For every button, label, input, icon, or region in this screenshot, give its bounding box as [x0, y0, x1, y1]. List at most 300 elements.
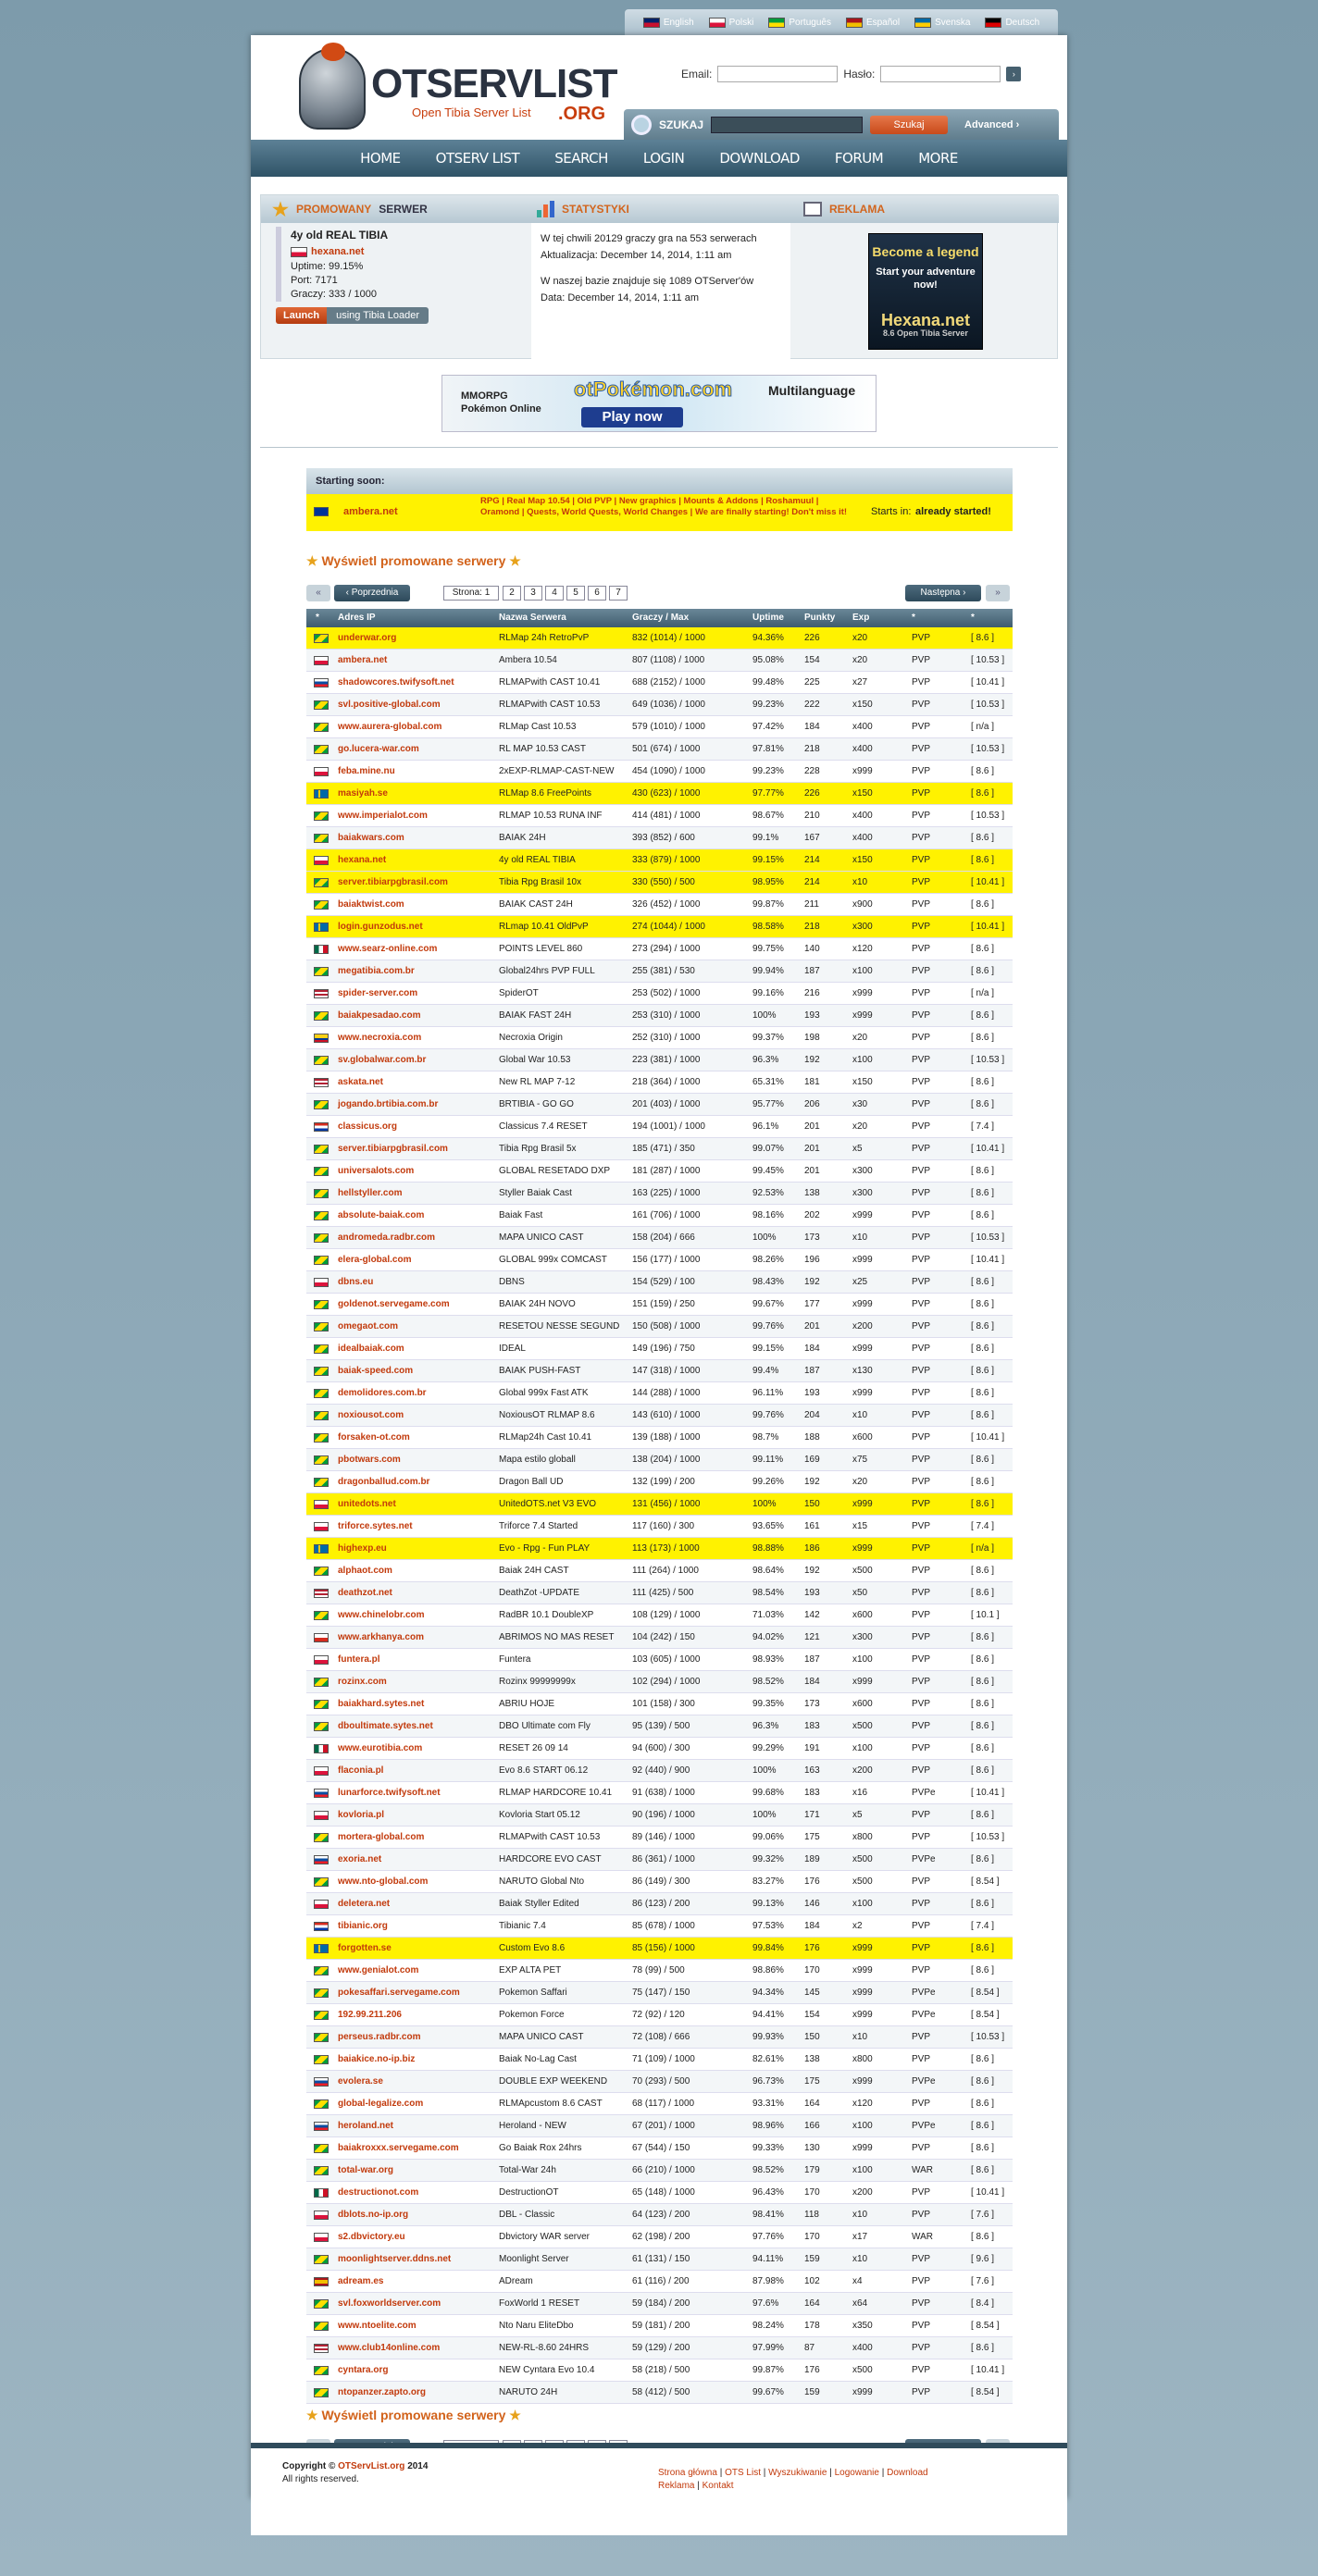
server-ip[interactable]: deathzot.net [338, 1588, 392, 1598]
server-ip[interactable]: pokesaffari.servegame.com [338, 1988, 460, 1998]
table-row[interactable] [306, 805, 1013, 827]
table-row[interactable] [306, 1338, 1013, 1360]
magnifier-icon [631, 115, 652, 135]
server-players: 113 (173) / 1000 [632, 1543, 700, 1554]
table-row[interactable] [306, 1382, 1013, 1405]
server-ip[interactable]: unitedots.net [338, 1499, 396, 1509]
table-row[interactable] [306, 983, 1013, 1005]
server-ip[interactable]: www.aurera-global.com [338, 722, 442, 732]
server-name: Total-War 24h [499, 2165, 556, 2175]
server-uptime: 99.94% [752, 966, 784, 976]
server-uptime: 96.43% [752, 2187, 784, 2198]
page-link-6[interactable]: 6 [588, 586, 606, 601]
server-ip[interactable]: flaconia.pl [338, 1765, 384, 1776]
table-row[interactable] [306, 2093, 1013, 2115]
server-ip[interactable]: idealbaiak.com [338, 1344, 404, 1354]
table-row[interactable] [306, 1316, 1013, 1338]
table-row[interactable] [306, 2248, 1013, 2271]
table-row[interactable] [306, 1915, 1013, 1938]
server-ip[interactable]: baiakwars.com [338, 833, 404, 843]
table-row[interactable] [306, 2271, 1013, 2293]
brazil-flag-icon [314, 834, 329, 843]
nav-item-search[interactable]: SEARCH [554, 150, 608, 167]
next-page-button[interactable]: Następna › [905, 585, 981, 601]
server-ip[interactable]: tibianic.org [338, 1921, 388, 1931]
server-name: DBNS [499, 1277, 525, 1287]
server-version: [ 7.6 ] [971, 2210, 995, 2220]
table-row[interactable] [306, 1960, 1013, 1982]
language-0[interactable] [643, 18, 694, 28]
server-ip[interactable]: evolera.se [338, 2076, 383, 2087]
brazil-flag-icon [314, 1233, 329, 1243]
server-uptime: 99.45% [752, 1166, 784, 1176]
server-pvp: PVP [912, 1899, 931, 1909]
server-ip[interactable]: www.necroxia.com [338, 1033, 422, 1043]
table-row[interactable] [306, 1604, 1013, 1627]
table-row[interactable] [306, 2204, 1013, 2226]
server-ip[interactable]: moonlightserver.ddns.net [338, 2254, 452, 2264]
server-name: POINTS LEVEL 860 [499, 944, 583, 954]
table-row[interactable] [306, 1671, 1013, 1693]
table-row[interactable] [306, 1249, 1013, 1271]
server-ip[interactable]: www.imperialot.com [338, 811, 428, 821]
server-ip[interactable]: baiakhard.sytes.net [338, 1699, 425, 1709]
star-icon: ★ [306, 553, 318, 568]
server-points: 102 [804, 2276, 820, 2286]
server-ip[interactable]: server.tibiarpgbrasil.com [338, 877, 448, 887]
server-ip[interactable]: heroland.net [338, 2121, 394, 2131]
server-ip[interactable]: kovloria.pl [338, 1810, 385, 1820]
server-ip[interactable]: spider-server.com [338, 988, 418, 998]
table-row[interactable] [306, 894, 1013, 916]
server-ip[interactable]: perseus.radbr.com [338, 2032, 421, 2042]
table-row[interactable] [306, 827, 1013, 849]
table-row[interactable] [306, 1427, 1013, 1449]
server-ip[interactable]: ambera.net [338, 655, 388, 665]
table-row[interactable] [306, 938, 1013, 960]
server-ip[interactable]: demolidores.com.br [338, 1388, 427, 1398]
poland-flag-icon [314, 1900, 329, 1909]
server-ip[interactable]: universalots.com [338, 1166, 415, 1176]
table-row[interactable] [306, 2359, 1013, 2382]
nav-item-otserv-list[interactable]: OTSERV LIST [435, 150, 520, 167]
search-input[interactable] [711, 117, 863, 133]
table-row[interactable] [306, 1649, 1013, 1671]
prev-page-button[interactable]: ‹ Poprzednia [334, 585, 410, 601]
site-logo[interactable] [299, 43, 617, 135]
table-row[interactable] [306, 1294, 1013, 1316]
server-ip[interactable]: baiaktwist.com [338, 899, 404, 910]
server-exp: x400 [852, 811, 873, 821]
server-players: 273 (294) / 1000 [632, 944, 701, 954]
nav-item-home[interactable]: HOME [360, 150, 401, 167]
last-page-button[interactable]: » [986, 585, 1010, 601]
column-header[interactable]: Adres IP [338, 613, 376, 623]
brazil-flag-icon [314, 634, 329, 643]
poland-flag-icon [314, 1522, 329, 1531]
server-exp: x20 [852, 1477, 868, 1487]
server-version: [ 8.6 ] [971, 2099, 995, 2109]
table-row[interactable] [306, 627, 1013, 650]
table-row[interactable] [306, 694, 1013, 716]
server-exp: x10 [852, 1410, 868, 1420]
server-pvp: PVP [912, 2143, 931, 2153]
table-row[interactable] [306, 1027, 1013, 1049]
server-version: [ 10.41 ] [971, 1255, 1005, 1265]
server-ip[interactable]: svl.foxworldserver.com [338, 2298, 441, 2309]
server-players: 161 (706) / 1000 [632, 1210, 701, 1220]
server-version: [ 8.6 ] [971, 899, 995, 910]
language-4[interactable] [914, 18, 970, 28]
footer-links [658, 2467, 1010, 2493]
server-points: 201 [804, 1321, 820, 1331]
logo-org: .ORG [558, 104, 606, 124]
table-row[interactable] [306, 1715, 1013, 1738]
table-row[interactable] [306, 1360, 1013, 1382]
server-ip[interactable]: s2.dbvictory.eu [338, 2232, 405, 2242]
server-ip[interactable]: exoria.net [338, 1854, 382, 1864]
page-link-4[interactable]: 4 [545, 586, 564, 601]
soon-starts-value: already started! [915, 506, 991, 517]
table-row[interactable] [306, 1538, 1013, 1560]
server-ip[interactable]: hellstyller.com [338, 1188, 403, 1198]
server-points: 164 [804, 2298, 820, 2309]
server-uptime: 97.6% [752, 2298, 779, 2309]
table-row[interactable] [306, 1849, 1013, 1871]
server-ip[interactable]: dblots.no-ip.org [338, 2210, 409, 2220]
table-row[interactable] [306, 1827, 1013, 1849]
table-row[interactable] [306, 2226, 1013, 2248]
server-ip[interactable]: feba.mine.nu [338, 766, 395, 776]
hexana-ad-banner[interactable] [868, 233, 983, 350]
stats-line-3: W naszej bazie znajduje się 1089 OTServer'ów [541, 276, 754, 287]
table-row[interactable] [306, 650, 1013, 672]
password-field[interactable] [880, 66, 1001, 82]
table-row[interactable] [306, 2026, 1013, 2049]
server-ip[interactable]: dboultimate.sytes.net [338, 1721, 433, 1731]
server-points: 150 [804, 1499, 820, 1509]
star-icon: ★ [272, 199, 289, 220]
server-exp: x4 [852, 2276, 863, 2286]
table-row[interactable] [306, 1138, 1013, 1160]
soon-ip[interactable]: ambera.net [343, 506, 398, 517]
brazil-flag-icon [314, 1478, 329, 1487]
table-row[interactable] [306, 2049, 1013, 2071]
table-row[interactable] [306, 1582, 1013, 1604]
server-exp: x200 [852, 1321, 873, 1331]
table-row[interactable] [306, 1782, 1013, 1804]
server-ip[interactable]: www.arkhanya.com [338, 1632, 424, 1642]
server-players: 70 (293) / 500 [632, 2076, 690, 2087]
table-row[interactable] [306, 872, 1013, 894]
server-name: Dbvictory WAR server [499, 2232, 590, 2242]
table-row[interactable] [306, 738, 1013, 761]
server-version: [ 8.6 ] [971, 788, 995, 799]
server-ip[interactable]: absolute-baiak.com [338, 1210, 425, 1220]
server-ip[interactable]: deletera.net [338, 1899, 391, 1909]
promo-title: 4y old REAL TIBIA [291, 229, 389, 242]
table-row[interactable] [306, 783, 1013, 805]
server-name: RL MAP 10.53 CAST [499, 744, 586, 754]
launch-button[interactable]: Launch [276, 307, 327, 324]
table-row[interactable] [306, 1560, 1013, 1582]
page-link-5[interactable]: 5 [566, 586, 585, 601]
server-ip[interactable]: www.chinelobr.com [338, 1610, 425, 1620]
nav-item-more[interactable]: MORE [918, 150, 958, 167]
nav-item-download[interactable]: DOWNLOAD [719, 150, 800, 167]
server-ip[interactable]: server.tibiarpgbrasil.com [338, 1144, 448, 1154]
server-ip[interactable]: mortera-global.com [338, 1832, 425, 1842]
table-row[interactable] [306, 672, 1013, 694]
server-ip[interactable]: andromeda.radbr.com [338, 1232, 436, 1243]
table-row[interactable] [306, 1471, 1013, 1493]
otpokemon-ad-banner[interactable] [441, 375, 877, 432]
table-row[interactable] [306, 2182, 1013, 2204]
column-header[interactable]: Punkty [804, 613, 836, 623]
language-2[interactable] [768, 18, 831, 28]
server-uptime: 99.15% [752, 855, 784, 865]
table-row[interactable] [306, 2293, 1013, 2315]
page-link-2[interactable]: 2 [503, 586, 521, 601]
server-players: 454 (1090) / 1000 [632, 766, 705, 776]
table-row[interactable] [306, 2382, 1013, 2404]
email-field[interactable] [717, 66, 838, 82]
server-ip[interactable]: go.lucera-war.com [338, 744, 419, 754]
server-ip[interactable]: baiakice.no-ip.biz [338, 2054, 416, 2064]
footer-link-5[interactable]: Reklama [658, 2481, 695, 2491]
server-ip[interactable]: alphaot.com [338, 1566, 392, 1576]
table-row[interactable] [306, 1982, 1013, 2004]
starting-soon-row[interactable] [306, 494, 1013, 531]
server-version: [ 8.54 ] [971, 2321, 1000, 2331]
server-players: 66 (210) / 1000 [632, 2165, 695, 2175]
table-row[interactable] [306, 1160, 1013, 1183]
server-ip[interactable]: highexp.eu [338, 1543, 387, 1554]
nav-item-forum[interactable]: FORUM [834, 150, 884, 167]
footer-link-4[interactable]: Download [887, 2468, 928, 2478]
server-ip[interactable]: dbns.eu [338, 1277, 374, 1287]
brazil-flag-icon [314, 1189, 329, 1198]
ads-header [792, 195, 1059, 223]
server-version: [ 7.4 ] [971, 1521, 995, 1531]
plume-icon [321, 43, 345, 61]
server-ip[interactable]: baiakroxxx.servegame.com [338, 2143, 459, 2153]
server-pvp: PVP [912, 1499, 931, 1509]
table-row[interactable] [306, 2004, 1013, 2026]
table-row[interactable] [306, 1760, 1013, 1782]
table-row[interactable] [306, 849, 1013, 872]
server-exp: x2 [852, 1921, 863, 1931]
server-ip[interactable]: rozinx.com [338, 1677, 387, 1687]
table-row[interactable] [306, 960, 1013, 983]
server-exp: x999 [852, 1677, 873, 1687]
table-row[interactable] [306, 1738, 1013, 1760]
advanced-search-link[interactable]: Advanced › [964, 119, 1020, 130]
server-name: RLMApcustom 8.6 CAST [499, 2099, 603, 2109]
server-version: [ 10.41 ] [971, 2365, 1005, 2375]
server-ip[interactable]: baiak-speed.com [338, 1366, 414, 1376]
server-ip[interactable]: forsaken-ot.com [338, 1432, 410, 1443]
footer-brand[interactable]: OTServList.org [338, 2461, 405, 2471]
footer-link-3[interactable]: Logowanie [834, 2468, 879, 2478]
server-name: Dragon Ball UD [499, 1477, 564, 1487]
server-ip[interactable]: forgotten.se [338, 1943, 392, 1953]
promoted-servers-link-top[interactable] [306, 553, 521, 569]
server-ip[interactable]: noxiousot.com [338, 1410, 404, 1420]
server-exp: x600 [852, 1699, 873, 1709]
server-ip[interactable]: elera-global.com [338, 1255, 412, 1265]
promo-link[interactable]: hexana.net [311, 246, 365, 257]
language-1[interactable] [709, 18, 754, 28]
server-ip[interactable]: www.club14online.com [338, 2343, 441, 2353]
server-pvp: PVPe [912, 1854, 936, 1864]
server-ip[interactable]: goldenot.servegame.com [338, 1299, 450, 1309]
server-pvp: PVP [912, 1921, 931, 1931]
server-pvp: PVP [912, 2276, 931, 2286]
server-ip[interactable]: masiyah.se [338, 788, 388, 799]
table-row[interactable] [306, 1071, 1013, 1094]
brazil-flag-icon [314, 1700, 329, 1709]
server-points: 214 [804, 877, 820, 887]
table-row[interactable] [306, 1449, 1013, 1471]
language-5[interactable] [985, 18, 1039, 28]
server-ip[interactable]: global-legalize.com [338, 2099, 424, 2109]
usa-flag-icon [314, 2344, 329, 2353]
table-row[interactable] [306, 1938, 1013, 1960]
server-ip[interactable]: triforce.sytes.net [338, 1521, 413, 1531]
server-points: 187 [804, 966, 820, 976]
server-ip[interactable]: www.genialot.com [338, 1965, 419, 1975]
server-points: 184 [804, 1921, 820, 1931]
table-row[interactable] [306, 1183, 1013, 1205]
server-points: 193 [804, 1388, 820, 1398]
table-row[interactable] [306, 2315, 1013, 2337]
language-3[interactable] [846, 18, 900, 28]
table-row[interactable] [306, 1005, 1013, 1027]
table-row[interactable] [306, 2137, 1013, 2160]
server-uptime: 97.53% [752, 1921, 784, 1931]
server-pvp: PVP [912, 1455, 931, 1465]
server-ip[interactable]: www.ntoelite.com [338, 2321, 417, 2331]
table-row[interactable] [306, 1271, 1013, 1294]
server-ip[interactable]: www.eurotibia.com [338, 1743, 423, 1753]
server-ip[interactable]: underwar.org [338, 633, 397, 643]
table-row[interactable] [306, 716, 1013, 738]
server-version: [ 8.6 ] [971, 766, 995, 776]
server-ip[interactable]: megatibia.com.br [338, 966, 415, 976]
page-link-3[interactable]: 3 [524, 586, 542, 601]
server-points: 178 [804, 2321, 820, 2331]
server-ip[interactable]: pbotwars.com [338, 1455, 401, 1465]
server-ip[interactable]: 192.99.211.206 [338, 2010, 402, 2020]
server-ip[interactable]: funtera.pl [338, 1654, 380, 1665]
table-row[interactable] [306, 1627, 1013, 1649]
footer-link-1[interactable]: OTS List [725, 2468, 761, 2478]
table-row[interactable] [306, 2115, 1013, 2137]
first-page-button[interactable]: « [306, 585, 330, 601]
server-pvp: WAR [912, 2165, 933, 2175]
login-submit-button[interactable]: › [1006, 67, 1021, 81]
server-pvp: PVP [912, 722, 931, 732]
server-exp: x999 [852, 2076, 873, 2087]
server-ip[interactable]: hexana.net [338, 855, 387, 865]
server-ip[interactable]: classicus.org [338, 1121, 397, 1132]
table-row[interactable] [306, 2160, 1013, 2182]
column-header[interactable]: Nazwa Serwera [499, 613, 566, 623]
server-ip[interactable]: jogando.brtibia.com.br [338, 1099, 439, 1109]
footer-link-0[interactable]: Strona główna [658, 2468, 717, 2478]
server-uptime: 99.16% [752, 988, 784, 998]
server-ip[interactable]: baiakpesadao.com [338, 1010, 421, 1021]
server-ip[interactable]: sv.globalwar.com.br [338, 1055, 427, 1065]
server-name: BAIAK 24H NOVO [499, 1299, 576, 1309]
brazil-flag-icon [314, 2033, 329, 2042]
column-header[interactable]: Graczy / Max [632, 613, 690, 623]
server-players: 253 (502) / 1000 [632, 988, 701, 998]
server-uptime: 97.81% [752, 744, 784, 754]
footer-link-6[interactable]: Kontakt [702, 2481, 734, 2491]
promoted-servers-link-bottom[interactable] [306, 2408, 521, 2423]
server-uptime: 99.93% [752, 2032, 784, 2042]
server-ip[interactable]: www.nto-global.com [338, 1876, 429, 1887]
server-ip[interactable]: askata.net [338, 1077, 383, 1087]
table-row[interactable] [306, 1693, 1013, 1715]
server-ip[interactable]: ntopanzer.zapto.org [338, 2387, 426, 2397]
search-label: SZUKAJ [659, 118, 704, 131]
table-row[interactable] [306, 2337, 1013, 2359]
server-ip[interactable]: total-war.org [338, 2165, 394, 2175]
server-ip[interactable]: adream.es [338, 2276, 384, 2286]
server-version: [ 8.6 ] [971, 1477, 995, 1487]
table-row[interactable] [306, 1094, 1013, 1116]
search-button[interactable]: Szukaj [870, 116, 948, 134]
server-ip[interactable]: destructionot.com [338, 2187, 419, 2198]
table-row[interactable] [306, 1227, 1013, 1249]
table-row[interactable] [306, 1804, 1013, 1827]
nav-item-login[interactable]: LOGIN [642, 150, 685, 167]
table-row[interactable] [306, 1871, 1013, 1893]
server-pvp: PVP [912, 1121, 931, 1132]
column-header: * [971, 613, 975, 623]
table-row[interactable] [306, 761, 1013, 783]
server-points: 204 [804, 1410, 820, 1420]
table-row[interactable] [306, 1405, 1013, 1427]
table-row[interactable] [306, 1049, 1013, 1071]
table-row[interactable] [306, 1205, 1013, 1227]
server-ip[interactable]: cyntara.org [338, 2365, 389, 2375]
server-ip[interactable]: omegaot.com [338, 1321, 399, 1331]
server-ip[interactable]: lunarforce.twifysoft.net [338, 1788, 441, 1798]
table-row[interactable] [306, 1893, 1013, 1915]
table-row[interactable] [306, 916, 1013, 938]
column-header[interactable]: Exp [852, 613, 870, 623]
table-row[interactable] [306, 2071, 1013, 2093]
page-link-7[interactable]: 7 [609, 586, 628, 601]
server-uptime: 94.11% [752, 2254, 784, 2264]
server-ip[interactable]: shadowcores.twifysoft.net [338, 677, 454, 687]
footer-link-2[interactable]: Wyszukiwanie [768, 2468, 827, 2478]
table-row[interactable] [306, 1516, 1013, 1538]
table-row[interactable] [306, 1493, 1013, 1516]
table-row[interactable] [306, 1116, 1013, 1138]
server-ip[interactable]: svl.positive-global.com [338, 700, 441, 710]
server-name: BRTIBIA - GO GO [499, 1099, 574, 1109]
column-header[interactable]: Uptime [752, 613, 784, 623]
server-ip[interactable]: www.searz-online.com [338, 944, 438, 954]
server-uptime: 99.87% [752, 899, 784, 910]
server-ip[interactable]: dragonballud.com.br [338, 1477, 430, 1487]
server-ip[interactable]: login.gunzodus.net [338, 922, 423, 932]
